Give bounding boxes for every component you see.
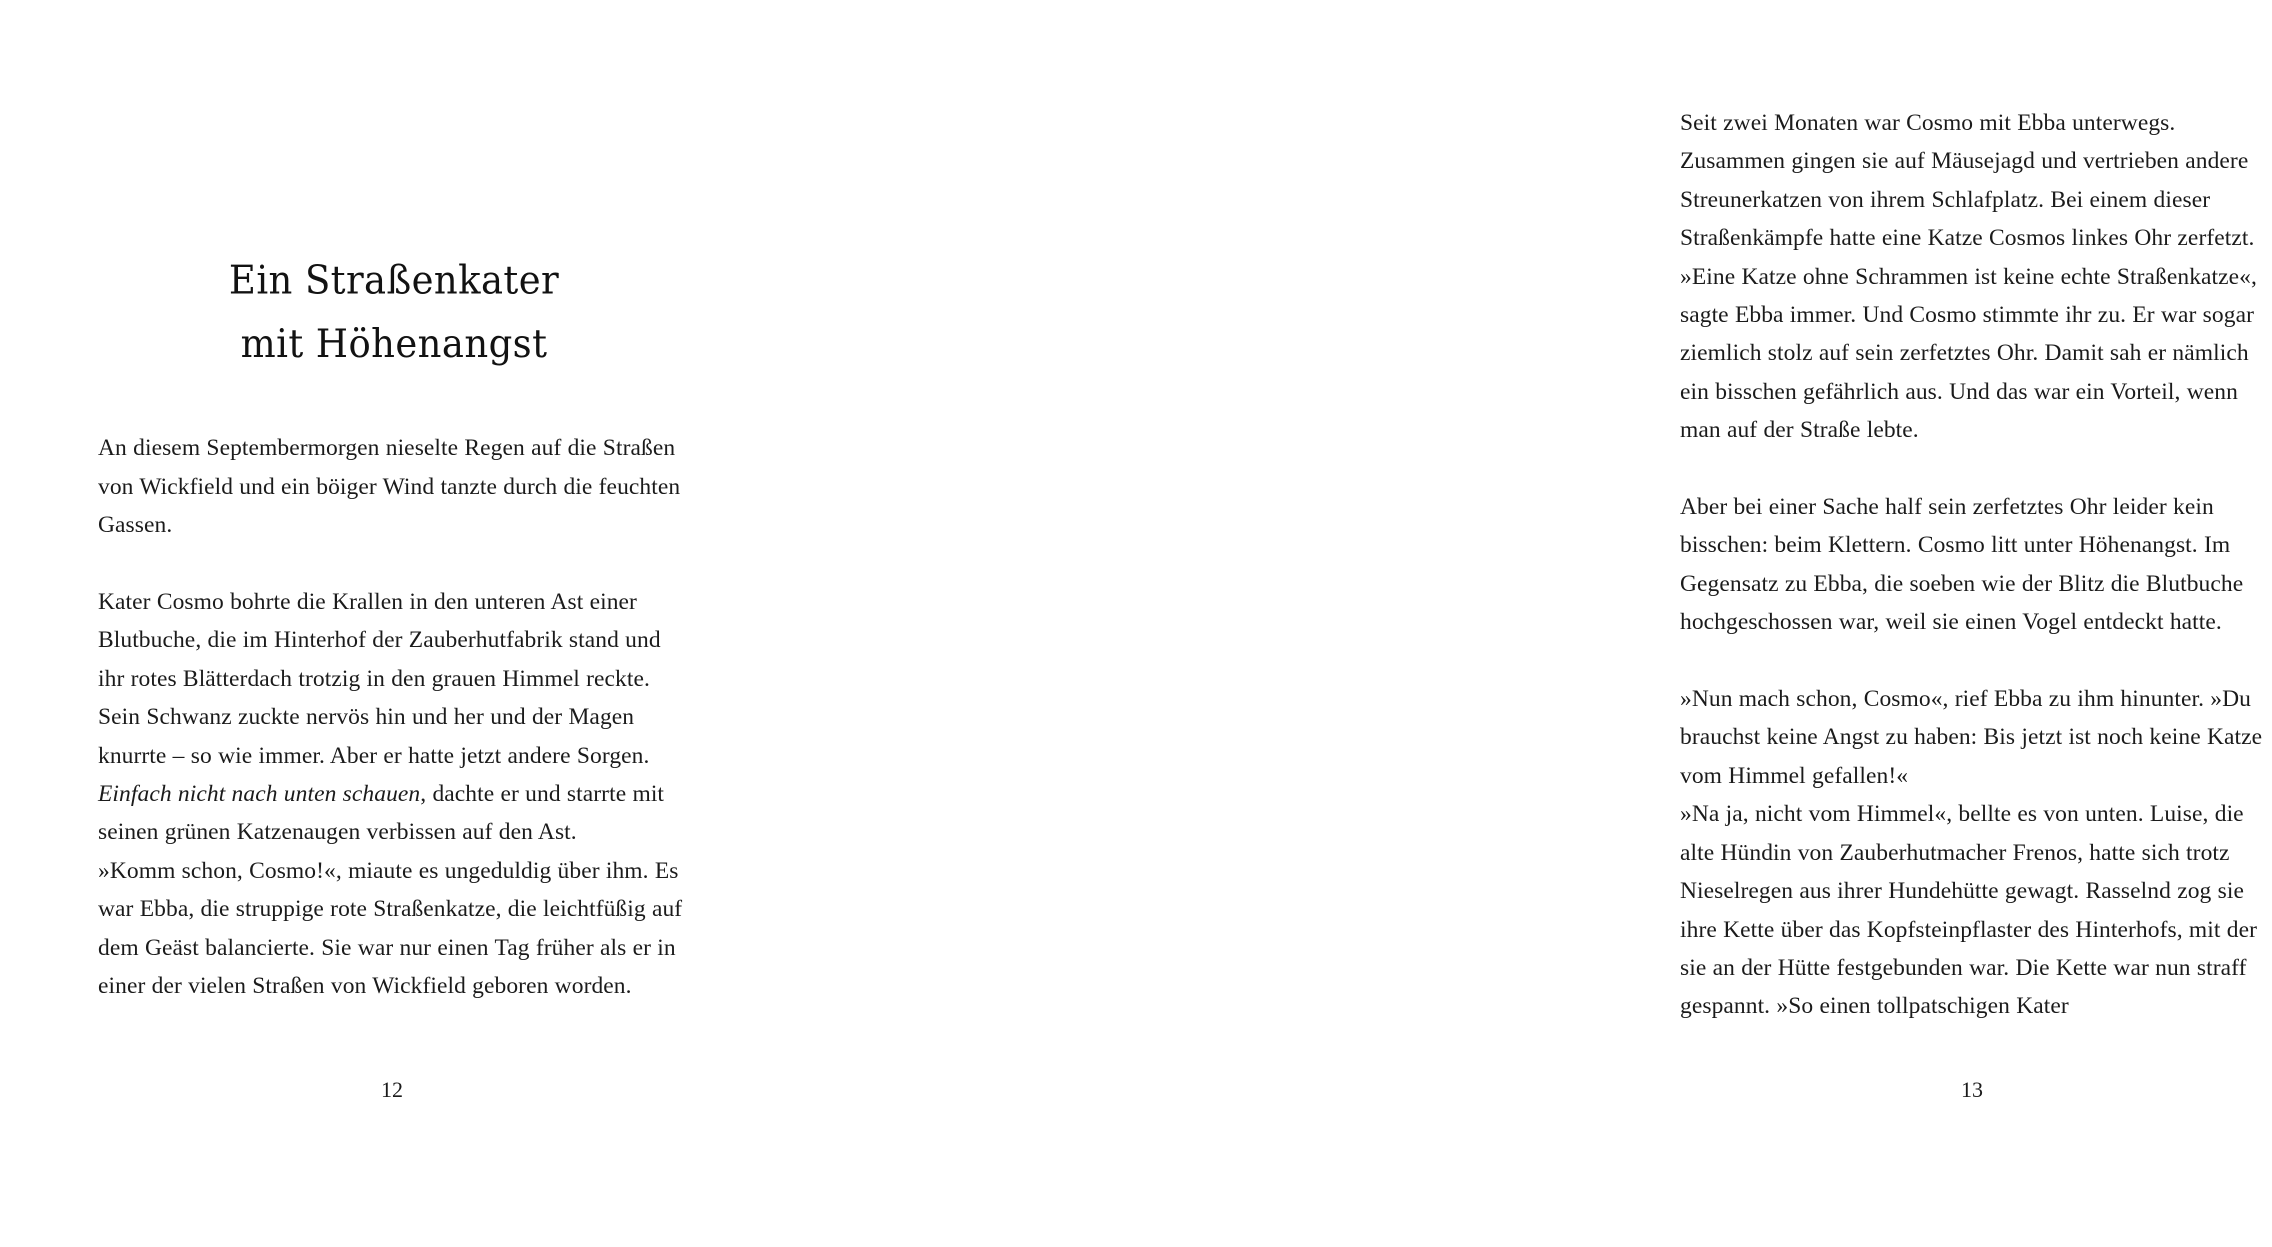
paragraph: Seit zwei Monaten war Cosmo mit Ebba unterwegs. Zusammen gingen sie auf Mäusejagd und vertrieben andere Streunerkatzen von ihrem Schlafplatz. Bei einem dieser Straßenkämpfe hatte eine Katze Cosmos linkes Ohr zerfetzt. [1680, 110, 2255, 252]
paragraph: »Komm schon, Cosmo!«, miaute es ungeduldig über ihm. Es war Ebba, die struppige rote Straßenkatze, die leichtfüßig auf dem Geäst balancierte. Sie war nur einen Tag früher als er in einer der vielen Straßen von Wickfield geboren worden. [98, 857, 683, 999]
paragraph-italic-thought: Einfach nicht nach unten schauen [98, 780, 421, 807]
page-left [0, 0, 800, 1247]
paragraph-text-post-italic: , dachte er und starrte mit seinen grünen Katzenaugen verbissen auf den Ast. [98, 780, 665, 846]
chapter-title [98, 252, 690, 372]
right-text-column [1680, 104, 2272, 1026]
left-text-column [98, 252, 690, 1005]
paragraph: »Nun mach schon, Cosmo«, rief Ebba zu ihm hinunter. »Du brauchst keine Angst zu haben: Bis jetzt ist noch keine Katze vom Himmel gefallen!« [1680, 686, 2263, 789]
paragraph: »Na ja, nicht vom Himmel«, bellte es von unten. Luise, die alte Hündin von Zauberhutmacher Frenos, hatte sich trotz Nieselregen aus ihrer Hundehütte gewagt. Rasselnd zog sie ihre Kette über das Kopfsteinpflaster des Hinterhofs, mit der sie an der Hütte festgebunden war. Die Kette war nun straff gespannt. »So einen tollpatschigen Kater [1680, 801, 2257, 1020]
page-number-left: 12 [381, 1077, 403, 1102]
paragraph: Aber bei einer Sache half sein zerfetztes Ohr leider kein bisschen: beim Klettern. Cosmo litt unter Höhenangst. Im Gegensatz zu Ebba, die soeben wie der Blitz die Blutbuche hochgeschossen war, weil sie einen Vogel entdeckt hatte. [1680, 494, 2244, 636]
paragraph: An diesem Septembermorgen nieselte Regen auf die Straßen von Wickfield und ein böiger Wind tanzte durch die feuchten Gassen. [98, 435, 681, 539]
chapter-title-line-2: mit Höhenangst [240, 320, 548, 367]
page-number-right: 13 [1961, 1077, 1983, 1102]
paragraph: »Eine Katze ohne Schrammen ist keine echte Straßenkatze«, sagte Ebba immer. Und Cosmo stimmte ihr zu. Er war sogar ziemlich stolz auf sein zerfetztes Ohr. Damit sah er nämlich ein bisschen gefährlich aus. Und das war ein Vorteil, wenn man auf der Straße lebte. [1680, 263, 2257, 444]
paragraph [98, 583, 690, 852]
page-right [800, 0, 2263, 1247]
chapter-title-line-1: Ein Straßenkater [228, 257, 560, 303]
paragraph-text-pre-italic: Kater Cosmo bohrte die Krallen in den unteren Ast einer Blutbuche, die im Hinterhof der Zauberhutfabrik stand und ihr rotes Blätterdach trotzig in den grauen Himmel reckte. Sein Schwanz zuckte nervös hin und her und der Magen knurrte – so wie immer. Aber er hatte jetzt andere Sorgen. [98, 588, 661, 769]
